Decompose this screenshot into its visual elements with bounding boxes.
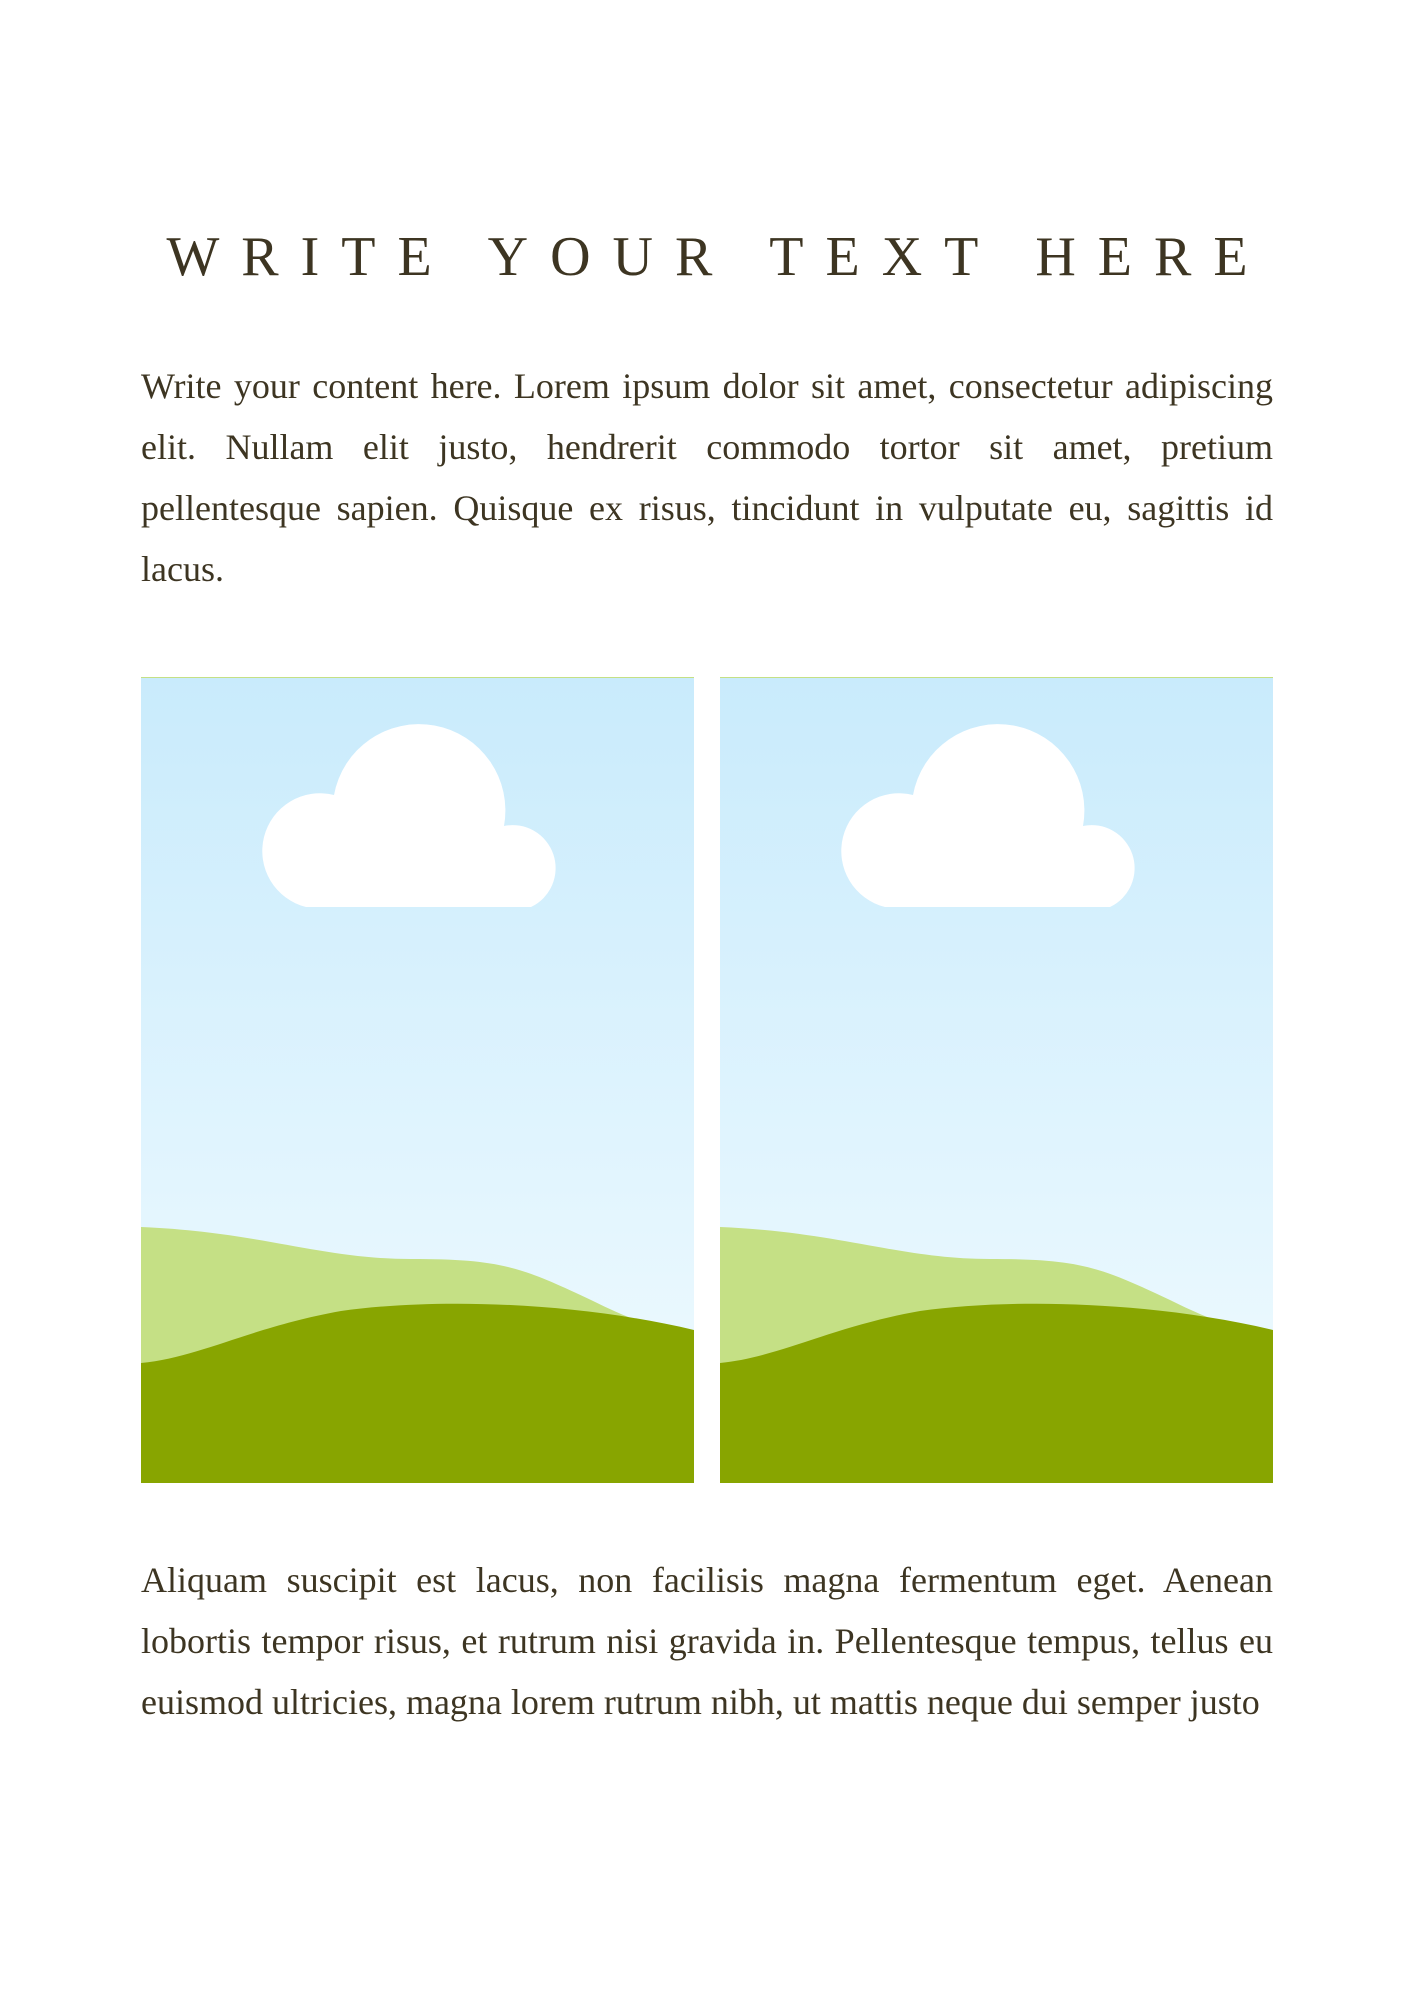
landscape-placeholder-icon: [720, 677, 1273, 1483]
closing-paragraph: Aliquam suscipit est lacus, non facilisis magna fermentum eget. Aenean lobortis tempor risus, et rutrum nisi gravida in. Pellentesque tempus, tellus eu euismod ultricies, magna lorem rutrum nibh, ut mattis neque dui semper justo: [141, 1560, 1273, 1722]
image-placeholder-left[interactable]: [141, 677, 694, 1483]
intro-paragraph: Write your content here. Lorem ipsum dolor sit amet, consectetur adipiscing elit. Nullam elit justo, hendrerit commodo tortor sit amet, pretium pellentesque sapien. Quisque ex risus, tincidunt in vulputate eu, sagittis id lacus.: [141, 366, 1273, 589]
page-title: WRITE YOUR TEXT HERE: [166, 226, 1270, 288]
image-placeholder-right[interactable]: [720, 677, 1273, 1483]
image-row: [141, 677, 1273, 1483]
landscape-placeholder-icon: [141, 677, 694, 1483]
